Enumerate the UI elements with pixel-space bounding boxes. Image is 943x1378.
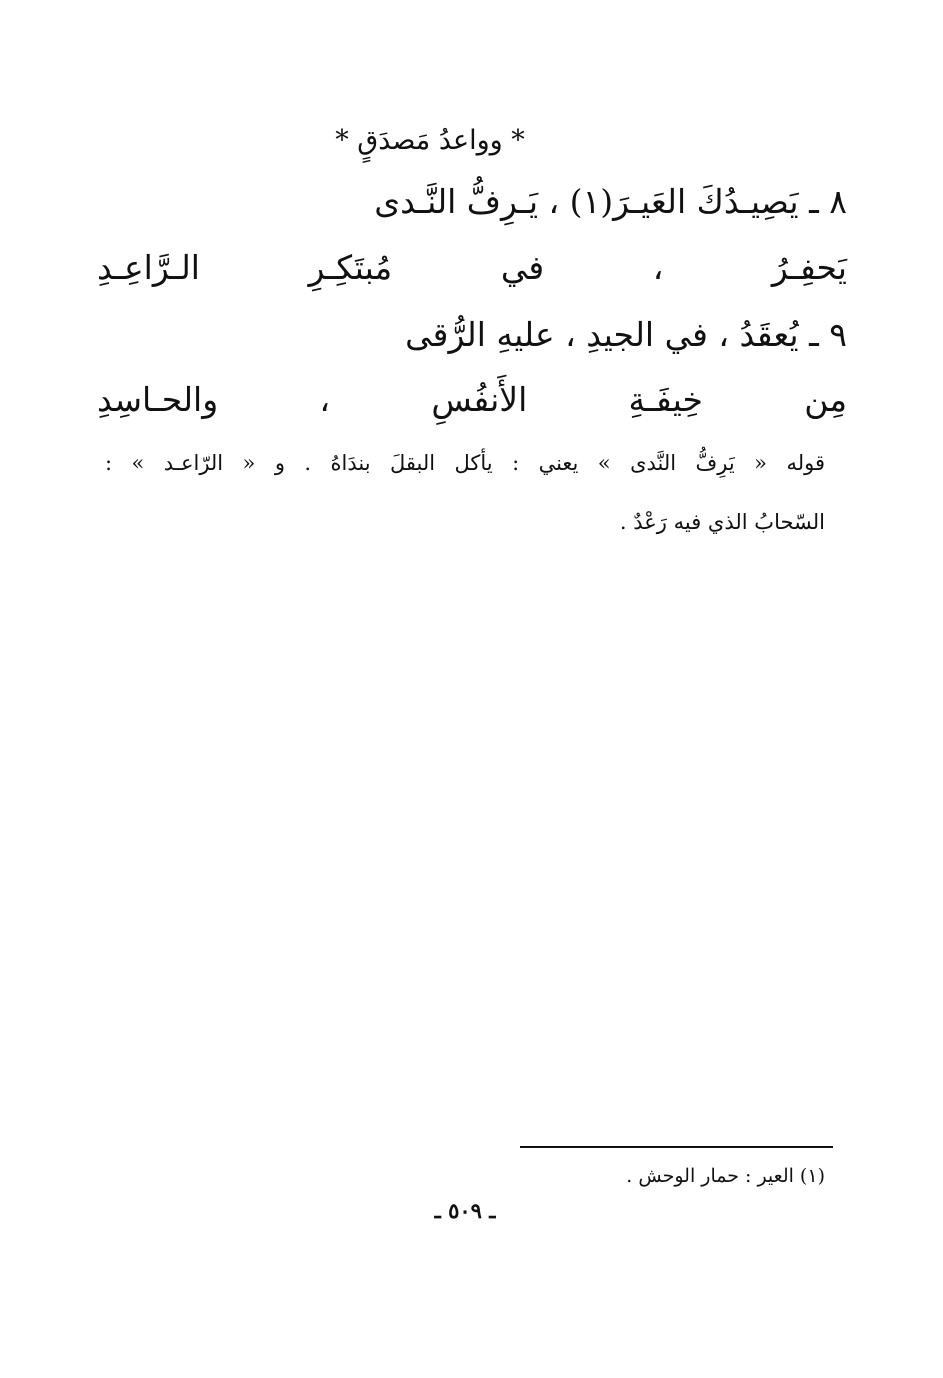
footnote: (١) العير : حمار الوحش . xyxy=(626,1165,825,1187)
footnote-divider xyxy=(520,1146,833,1148)
verse-9-first-hemistich xyxy=(287,313,847,357)
verse-9-number: ٩ ـ xyxy=(809,315,847,354)
page-number: ـ ٥٠٩ ـ xyxy=(434,1198,496,1223)
verse-8-first-hemistich xyxy=(287,180,847,224)
commentary-line-2: السّحابُ الذي فيه رَعْدٌ . xyxy=(619,510,825,534)
commentary-line-1: قوله « يَرِفُّ النَّدى » يعني : يأكل البقلَ بندَاهُ . و « الرّاعـد » : xyxy=(105,451,825,475)
verse-8-first-text: يَصِيـدُكَ العَيـرَ(١) ، يَـرِفُّ النَّـدى xyxy=(374,182,799,221)
verse-9-first-text: يُعقَدُ ، في الجيدِ ، عليهِ الرُّقى xyxy=(405,315,799,354)
poem-header-line: * وواعدُ مَصدَقٍ * xyxy=(335,125,525,156)
verse-9-second-hemistich: مِن خِيفَـةِ الأَنفُسِ ، والحـاسِدِ xyxy=(97,380,847,419)
verse-8-second-hemistich: يَحفِـرُ ، في مُبتَكِـرِ الـرَّاعِـدِ xyxy=(97,248,847,287)
verse-8-number: ٨ ـ xyxy=(809,182,847,221)
